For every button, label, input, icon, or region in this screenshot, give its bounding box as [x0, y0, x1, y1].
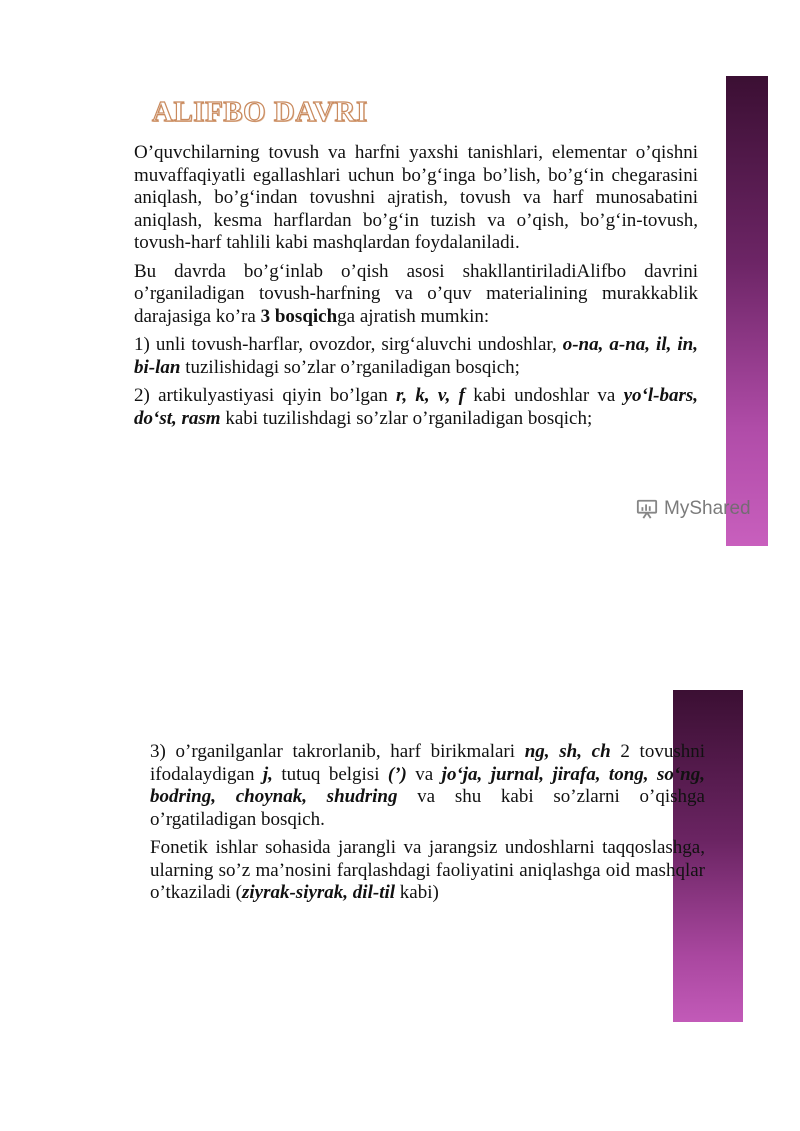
slide-top-body	[134, 142, 698, 436]
example-digraphs: ng, sh, ch	[524, 741, 611, 762]
decorative-purple-bar-top	[726, 76, 768, 546]
apostrophe-sign: (’)	[387, 763, 407, 785]
paragraph-stage-1: 1) unli tovush-harflar, ovozdor, sirg‘aluvchi undoshlar, o-na, a-na, il, in, bi-lan tuzilishidagi so’zlar o’rganiladigan bosqich;	[134, 334, 698, 378]
example-letter-j: j,	[262, 763, 273, 785]
example-word-pairs: ziyrak-siyrak, dil-til	[241, 882, 396, 903]
watermark-label: MyShared	[664, 498, 751, 519]
presentation-icon	[636, 498, 658, 520]
bold-stage-count: 3 bosqich	[260, 305, 338, 327]
example-letters: r, k, v, f	[396, 385, 465, 406]
slide-title: ALIFBO DAVRI	[152, 96, 368, 128]
example-words: jo‘ja, jurnal, jirafa, tong, so‘ng, bodring, choynak, shudring	[150, 763, 705, 807]
paragraph-phonetics: Fonetik ishlar sohasida jarangli va jarangsiz undoshlarni taqqoslashga, ularning so’z ma’nosini farqlashdagi faoliyatini aniqlashga oid mashqlar o’tkaziladi (ziyrak-siyrak, dil-til kabi)	[150, 837, 705, 903]
paragraph-intro: O’quvchilarning tovush va harfni yaxshi tanishlari, elementar o’qishni muvaffaqiyatli egallashlari uchun bo’g‘inga bo’lish, bo’g‘in chegarasini aniqlash, bo’g‘indan tovushni ajratish, tovush va harf munosabatini aniqlash, kesma harflardan bo’g‘in tuzish va o’qish, bo’g‘in-tovush, tovush-harf tahlili kabi mashqlardan foydalaniladi.	[134, 142, 698, 253]
paragraph-stage-2: 2) artikulyastiyasi qiyin bo’lgan r, k, v, f kabi undoshlar va yo‘l-bars, do‘st, rasm kabi tuzilishdagi so’zlar o’rganiladigan bosqich;	[134, 385, 699, 429]
example-words: o-na, a-na, il, in, bi-lan	[134, 334, 698, 378]
slide-bottom-body	[150, 741, 705, 911]
example-words: yo‘l-bars, do‘st, rasm	[134, 385, 699, 429]
myshared-watermark	[636, 498, 751, 520]
paragraph-stage-3: 3) o’rganilganlar takrorlanib, harf birikmalari ng, sh, ch 2 tovushni ifodalaydigan j, tutuq belgisi (’) va jo‘ja, jurnal, jirafa, tong, so‘ng, bodring, choynak, shudring va shu kabi so’zlarni o’qishga o’rgatiladigan bosqich.	[150, 741, 706, 830]
paragraph-stages: Bu davrda bo’g‘inlab o’qish asosi shakllantiriladiAlifbo davrini o’rganiladigan tovush-harfning va o’quv materialining murakkablik darajasiga ko’ra 3 bosqichga ajratish mumkin:	[134, 260, 698, 327]
